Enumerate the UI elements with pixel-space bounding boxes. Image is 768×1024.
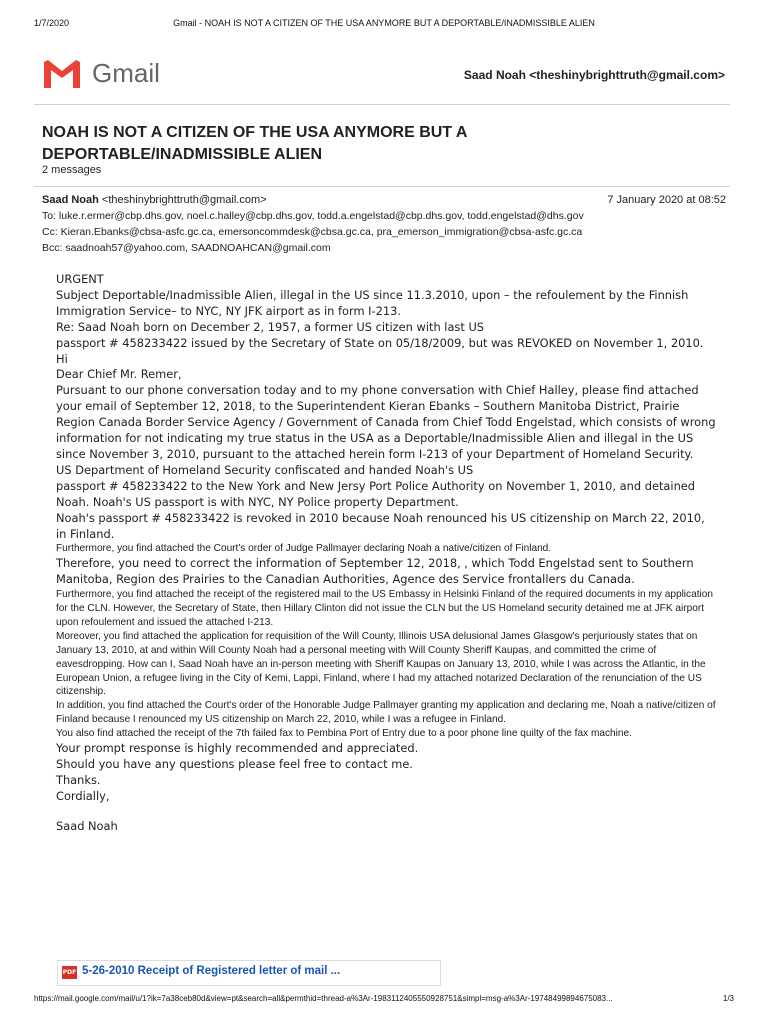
body-paragraph: Noah's passport # 458233422 is revoked in 2010 because Noah renounced his US citizenship on March 22, 2010, in Finland.: [56, 510, 705, 541]
body-paragraph: URGENT: [56, 272, 104, 286]
body-paragraph: In addition, you find attached the Court's order of the Honorable Judge Pallmayer granting my application and declaring me, Noah a native/citizen of Finland because I renounced my US citizenship on March 22, 2010, while I was a refugee in Finland.: [56, 700, 716, 726]
body-paragraph: Furthermore, you find attached the receipt of the registered mail to the US Embassy in Helsinki Finland of the required documents in my application for the CLN. However, the Secretary of State, then Hillary Clinton did not issue the CLN but the US Homeland security detained me at JFK airport upon refoulement and issued the attached I-213.: [56, 589, 713, 628]
message-date: 7 January 2020 at 08:52: [607, 194, 726, 206]
body-paragraph: Therefore, you need to correct the information of September 12, 2018, , which Todd Engelstad sent to Southern Manitoba, Region des Prairies to the Canadian Authorities, Agence des Service frontallers du Canada.: [56, 556, 694, 587]
body-paragraph: passport # 458233422 issued by the Secretary of State on 05/18/2009, but was REVOKED on November 1, 2010.: [56, 335, 704, 350]
body-paragraph: Hi: [56, 351, 68, 366]
body-paragraph: Re: Saad Noah born on December 2, 1957, a former US citizen with last US: [56, 319, 485, 334]
gmail-logo-icon: [42, 58, 82, 90]
body-paragraph: US Department of Homeland Security confiscated and handed Noah's US: [56, 462, 474, 477]
bcc-line: Bcc: saadnoah57@yahoo.com, SAADNOAHCAN@gmail.com: [42, 242, 331, 254]
body-paragraph: passport # 458233422 to the New York and New Jersy Port Police Authority on November 1, 2010, and detained Noah. Noah's US passport is with NYC, NY Police property Department.: [56, 478, 696, 509]
account-header: Saad Noah <theshinybrighttruth@gmail.com>: [463, 68, 725, 82]
to-line: To: luke.r.ermer@cbp.dhs.gov, noel.c.halley@cbp.dhs.gov, todd.a.engelstad@cbp.dhs.gov, todd.engelstad@dhs.gov: [42, 210, 584, 222]
signature: Saad Noah: [56, 818, 118, 833]
body-paragraph: Furthermore, you find attached the Court's order of Judge Pallmayer declaring Noah a native/citizen of Finland.: [56, 543, 552, 555]
cc-line: Cc: Kieran.Ebanks@cbsa-asfc.gc.ca, emersoncommdesk@cbsa.gc.ca, pra_emerson_immigration@cbsa-asfc.gc.ca: [42, 226, 583, 238]
gmail-logo-text: Gmail: [92, 58, 160, 88]
page-number: 1/3: [722, 994, 734, 1003]
body-paragraph: Thanks.: [56, 772, 101, 787]
message-body: [56, 272, 716, 835]
attachment-link[interactable]: 5-26-2010 Receipt of Registered letter of mail ...: [82, 965, 341, 977]
sender-name: Saad Noah: [42, 194, 99, 206]
body-paragraph: Pursuant to our phone conversation today and to my phone conversation with Chief Halley, please find attached your email of September 12, 2018, to the Superintendent Kieran Ebanks – Southern Manitoba District, Prairie Region Canada Border Service Agency / Government of Canada from Chief Todd Engelstad, which consists of wrong information for not indicating my true status in the USA as a Deportable/Inadmissible Alien and illegal in the US since November 3, 2010, pursuant to the attached herein form I-213 of your Department of Homeland Security.: [56, 383, 716, 461]
print-url: https://mail.google.com/mail/u/1?ik=7a38ceb80d&view=pt&search=all&permthid=thread-a%3Ar-1983112405550928751&simpl=msg-a%3Ar-19748499894675083...: [34, 994, 613, 1003]
body-paragraph: Your prompt response is highly recommended and appreciated.: [56, 741, 419, 756]
header-divider: [34, 104, 730, 105]
thread-divider: [34, 186, 730, 187]
message-count: 2 messages: [42, 164, 102, 176]
body-paragraph: Should you have any questions please feel free to contact me.: [56, 757, 413, 771]
body-paragraph: Moreover, you find attached the application for requisition of the Will County, Illinois USA delusional James Glasgow's perjuriously states that on January 13, 2010, at and within Will County Noah had a personal meeting with Will County Sheriff Kaupas, and committed the crime of eavesdropping. How can I, Saad Noah have an in-person meeting with Sheriff Kaupas on January 13, 2010, while I was across the Atlantic, in the European Union, a refugee living in the City of Kemi, Lappi, Finland, where I had my attached notarized Declaration of the renunciation of the US citizenship.: [56, 630, 706, 698]
attachment-chip[interactable]: [57, 960, 441, 986]
body-paragraph: Dear Chief Mr. Remer,: [56, 367, 182, 382]
thread-subject: NOAH IS NOT A CITIZEN OF THE USA ANYMORE BUT A DEPORTABLE/INADMISSIBLE ALIEN: [42, 124, 467, 163]
body-paragraph: Cordially,: [56, 788, 110, 803]
print-title: Gmail - NOAH IS NOT A CITIZEN OF THE USA ANYMORE BUT A DEPORTABLE/INADMISSIBLE ALIEN: [173, 18, 595, 28]
sender-email: <theshinybrighttruth@gmail.com>: [101, 194, 267, 206]
body-paragraph: You also find attached the receipt of the 7th failed fax to Pembina Port of Entry due to a poor phone line quilty of the fax machine.: [56, 728, 632, 740]
print-date: 1/7/2020: [34, 18, 70, 28]
message-from: [42, 194, 267, 206]
pdf-icon: PDF: [62, 966, 77, 979]
body-paragraph: Subject Deportable/Inadmissible Alien, illegal in the US since 11.3.2010, upon – the refoulement by the Finnish Immigration Service– to NYC, NY JFK airport as in form I-213.: [56, 287, 689, 318]
